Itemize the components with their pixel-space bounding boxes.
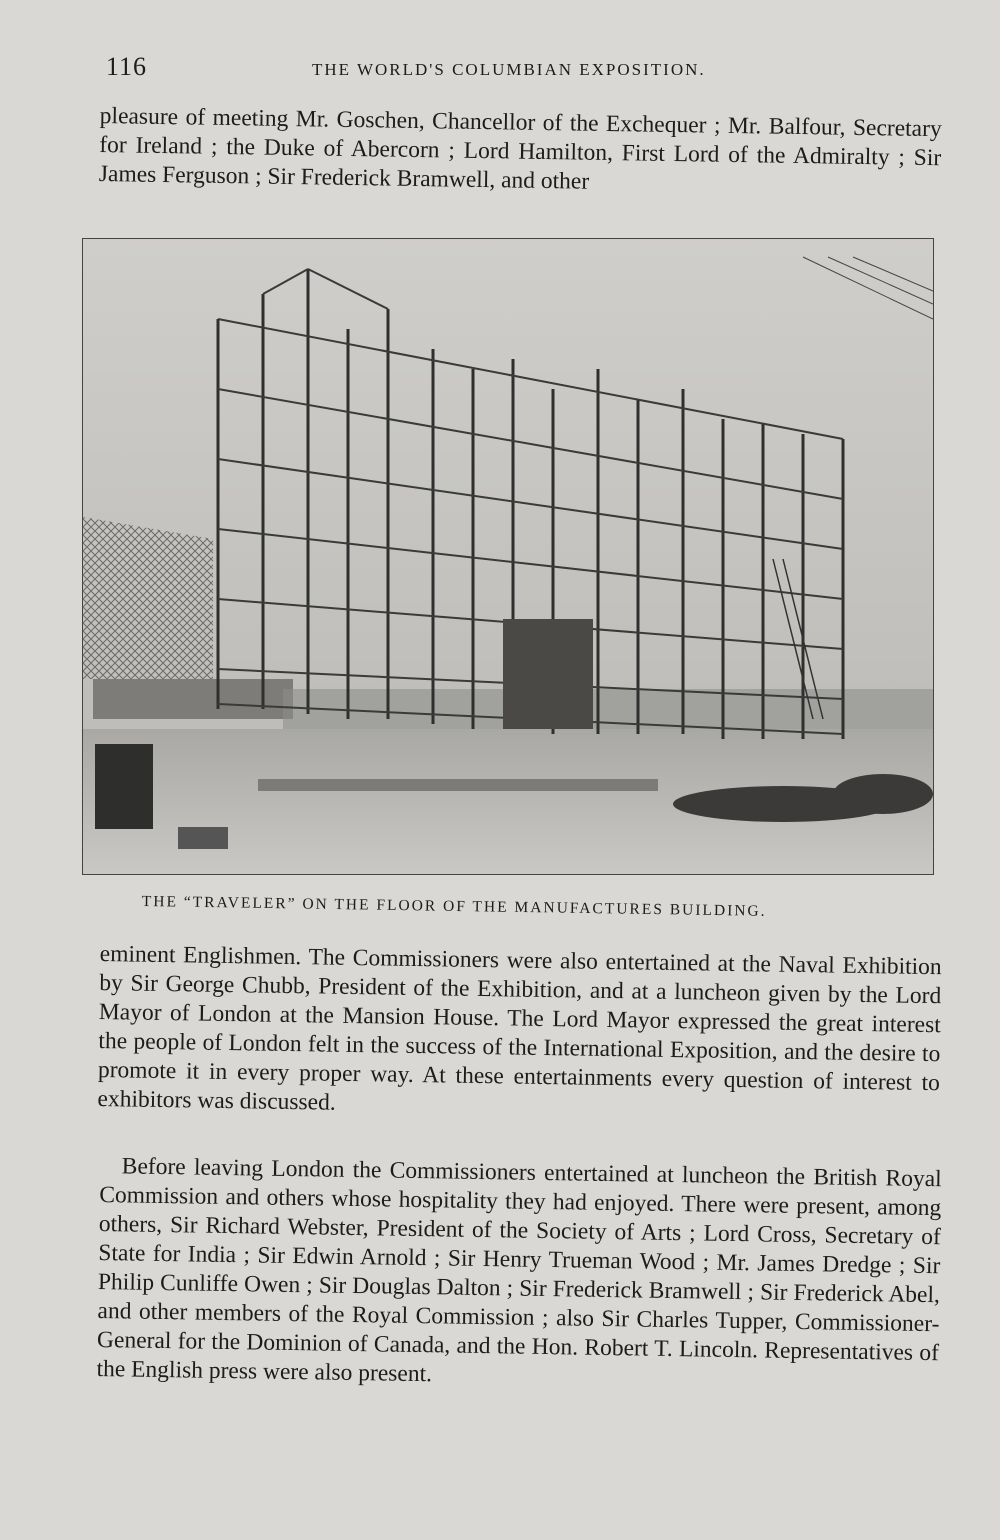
photograph-figure [82, 238, 934, 875]
traveler-scaffold-photo [83, 239, 933, 874]
running-head: THE WORLD'S COLUMBIAN EXPOSITION. [312, 60, 706, 79]
paragraph-1: pleasure of meeting Mr. Goschen, Chancellor of the Exchequer ; Mr. Balfour, Secretary for Ireland ; the Duke of Abercorn ; Lord Hamilton, First Lord of the Admiralty ; Sir James Ferguson ; Sir Frederick Bramwell, and other [98, 102, 942, 195]
page-number: 116 [106, 52, 148, 81]
paragraph-2: eminent Englishmen. The Commissioners were also entertained at the Naval Exhibition by Sir George Chubb, President of the Exhibition, and at a luncheon given by the Lord Mayor of London at the Mansion House. The Lord Mayor expressed the great interest the people of London felt in the success of the International Exposition, and the desire to promote it in every proper way. At these entertainments every question of interest to exhibitors was discussed. [97, 940, 942, 1116]
paragraph-3-text: Before leaving London the Commissioners entertained at luncheon the British Royal Commission and others whose hospitality they had enjoyed. There were present, among others, Sir Richard Webster, President of the Society of Arts ; Lord Cross, Secretary of State for India ; Sir Edwin Arnold ; Sir Henry Trueman Wood ; Mr. James Dredge ; Sir Philip Cunliffe Owen ; Sir Douglas Dalton ; Sir Frederick Bramwell ; Sir Frederick Abel, and other members of the Royal Commission ; also Sir Charles Tupper, Commissioner-General for the Dominion of Canada, and the Hon. Robert T. Lincoln. Representatives of the English press were also present. [96, 1153, 942, 1388]
page-header [100, 50, 940, 86]
paragraph-3 [96, 1152, 942, 1397]
figure-caption: THE “TRAVELER” ON THE FLOOR OF THE MANUFACTURES BUILDING. [141, 893, 767, 920]
